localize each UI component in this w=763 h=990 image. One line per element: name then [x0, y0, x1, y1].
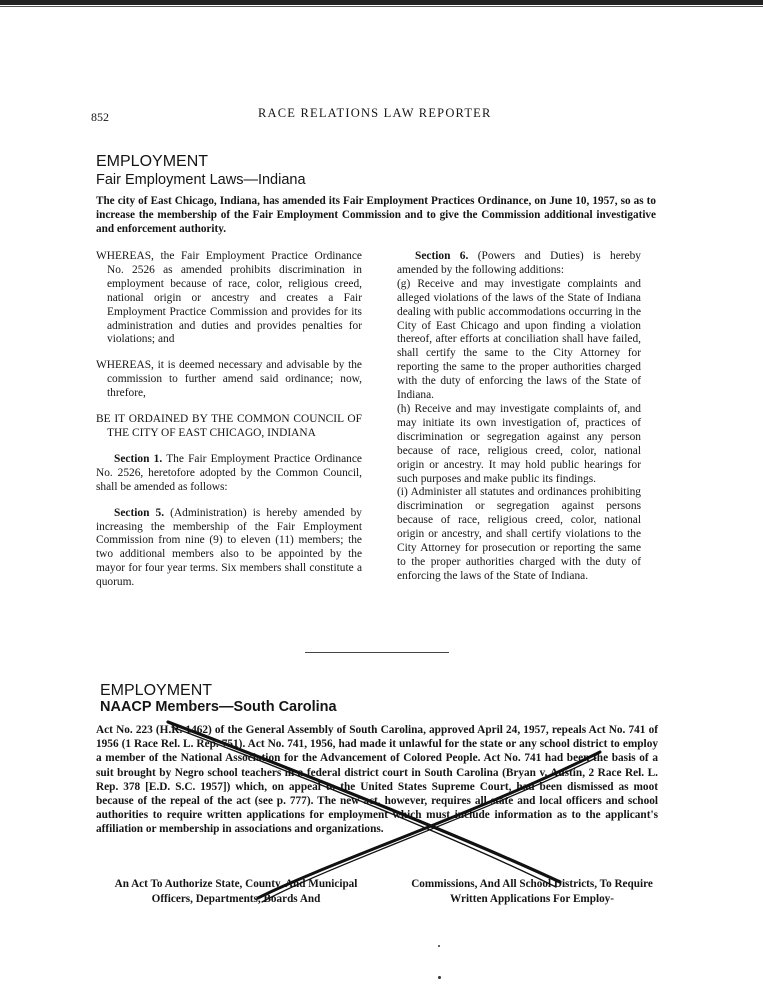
section-divider [305, 652, 449, 653]
whereas-paragraph-1: WHEREAS, the Fair Employment Practice Ordinance No. 2526 as amended prohibits discrimination in employment because of race, color, religious creed, national origin or ancestry and creates a Fair Employment Practice Commission and provides for its administration and duties and provides penalties for violations; and [96, 250, 362, 346]
section-6-text: (Powers and Duties) is hereby amended by the following additions: [397, 250, 641, 276]
item-i-paragraph: (i) Administer all statutes and ordinances prohibiting discrimination or segregation against persons because of race, religious creed, color, national origin or ancestry, and shall certify violations to the City Attorney for prosecution or reporting the same to the proper authorities charged with the duty of enforcing the laws of the State of Indiana. [397, 486, 641, 582]
section-1-label: Section 1. [114, 452, 163, 465]
section-5-paragraph [96, 507, 362, 590]
section1-summary: The city of East Chicago, Indiana, has amended its Fair Employment Practices Ordinance, on June 10, 1957, so as to increase the membership of the Fair Employment Commission and to give the Commission additional investigative and enforcement authority. [96, 195, 656, 235]
section-5-label: Section 5. [114, 506, 165, 519]
page-number: 852 [91, 110, 109, 124]
act-title-right: Commissions, And All School Districts, To Require Written Applications For Employ- [411, 878, 653, 905]
section-6-label: Section 6. [415, 250, 469, 262]
scan-speck [438, 976, 441, 979]
section-6-paragraph [397, 250, 641, 278]
section1-subheading: Fair Employment Laws—Indiana [96, 172, 306, 188]
whereas-paragraph-2: WHEREAS, it is deemed necessary and advisable by the commission to further amend said ordinance; now, threfore, [96, 359, 362, 400]
scan-top-border-line [0, 6, 763, 7]
section2-heading: EMPLOYMENT [100, 682, 213, 699]
act-title-left: An Act To Authorize State, County, And Municipal Officers, Departments, Boards And [114, 878, 358, 905]
section-1-paragraph [96, 453, 362, 495]
section2-subheading: NAACP Members—South Carolina [100, 699, 337, 715]
ordained-paragraph: BE IT ORDAINED BY THE COMMON COUNCIL OF THE CITY OF EAST CHICAGO, INDIANA [96, 413, 362, 439]
scan-top-border [0, 0, 763, 5]
section2-summary: Act No. 223 (H.R. 1462) of the General Assembly of South Carolina, approved April 24, 1957, repeals Act No. 741 of 1956 (1 Race Rel. L. Rep. 751). Act No. 741, 1956, had made it unlawful for the state or any school district to employ a member of the National Association for the Advancement of Colored People. Act No. 741 had been the basis of a suit brought by Negro school teachers in a federal district court in South Carolina (Bryan v. Austin, 2 Race Rel. L. Rep. 378 [E.D. S.C. 1957]) which, on appeal to the United States Supreme Court, had been dismissed as moot because of the repeal of the act (see p. 777). The new act, however, requires all state and local officers and school authorities to require written applications for employment which must include information as to the applicant's affiliation or membership in associations and organizations. [96, 724, 658, 836]
scan-speck [438, 945, 440, 947]
section-1-text: The Fair Employment Practice Ordinance No. 2526, heretofore adopted by the Common Council, shall be amended as follows: [96, 452, 362, 493]
item-h-paragraph: (h) Receive and may investigate complaints of, and may initiate its own investigation of, practices of discrimination or segregation against any person because of race, religious creed, color, national origin or ancestry. It may hold public hearings for such purposes and make public its findings. [397, 402, 641, 485]
running-head: RACE RELATIONS LAW REPORTER [258, 106, 492, 120]
left-column [96, 250, 362, 602]
section1-heading: EMPLOYMENT [96, 153, 209, 170]
section-5-text: (Administration) is hereby amended by increasing the membership of the Fair Employment Commission from nine (9) to eleven (11) members; the two additional members also to be appointed by the mayor for four year terms. Six members shall constitute a quorum. [96, 506, 362, 589]
item-g-paragraph: (g) Receive and may investigate complaints and alleged violations of the laws of the State of Indiana dealing with public accommodations occurring in the City of East Chicago and upon finding a violation thereof, after efforts at conciliation shall have failed, shall certify the same to the City Attorney for reporting the same to the proper authorities charged with the duty of enforcing the laws of the State of Indiana. [397, 277, 641, 402]
right-column [397, 250, 641, 584]
